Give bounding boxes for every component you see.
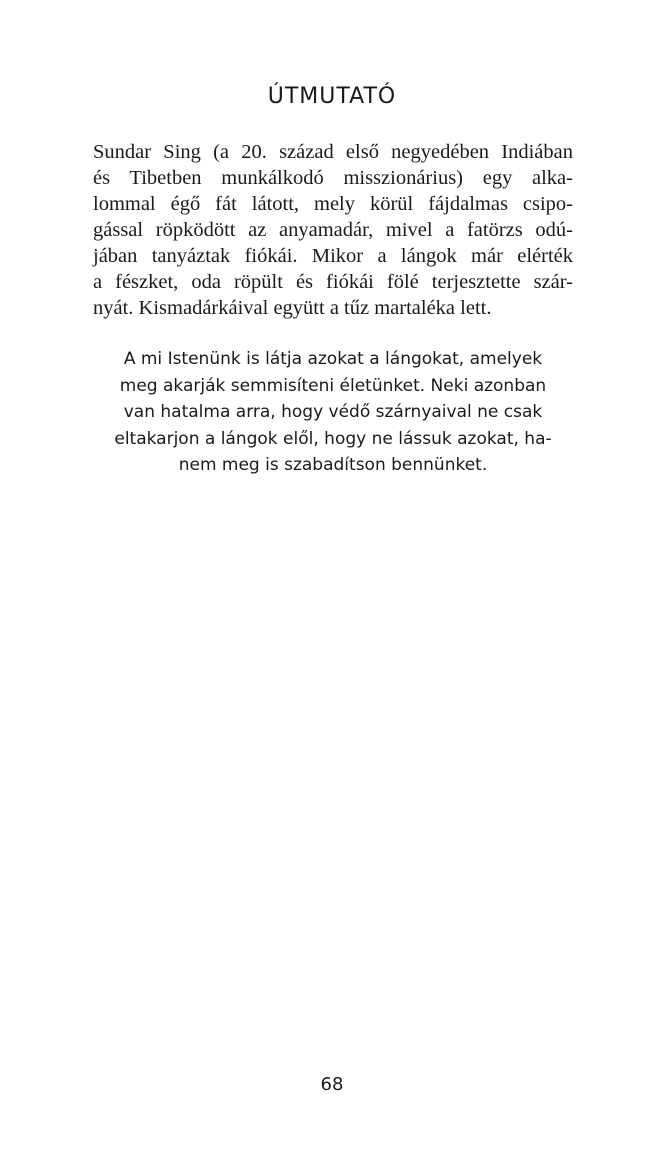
story-line: és Tibetben munkálkodó misszionárius) egy alka- bbox=[93, 167, 573, 189]
story-paragraph bbox=[93, 139, 573, 321]
moral-line: nem meg is szabadítson bennünket. bbox=[178, 455, 488, 475]
moral-line: van hatalma arra, hogy védő szárnyaival ne csak bbox=[123, 402, 543, 422]
moral-paragraph bbox=[93, 346, 573, 479]
story-line: gással röpködött az anyamadár, mivel a fatörzs odú- bbox=[93, 219, 573, 241]
moral-line: A mi Istenünk is látja azokat a lángokat, amelyek bbox=[123, 349, 543, 369]
moral-line: meg akarják semmisíteni életünket. Neki azonban bbox=[119, 375, 547, 396]
story-line: nyát. Kismadárkáival együtt a tűz martaléka lett. bbox=[93, 297, 492, 319]
story-line: Sundar Sing (a 20. század első negyedében Indiában bbox=[93, 141, 573, 163]
story-line: jában tanyáztak fiókái. Mikor a lángok már elérték bbox=[93, 245, 573, 267]
story-line: a fészket, oda röpült és fiókái fölé terjesztette szár- bbox=[93, 271, 573, 293]
story-line: lommal égő fát látott, mely körül fájdalmas csipo- bbox=[93, 193, 573, 215]
page-number: 68 bbox=[320, 1074, 344, 1095]
page-title: ÚTMUTATÓ bbox=[267, 84, 397, 109]
moral-line: eltakarjon a lángok elől, hogy ne lássuk azokat, ha- bbox=[114, 428, 552, 449]
